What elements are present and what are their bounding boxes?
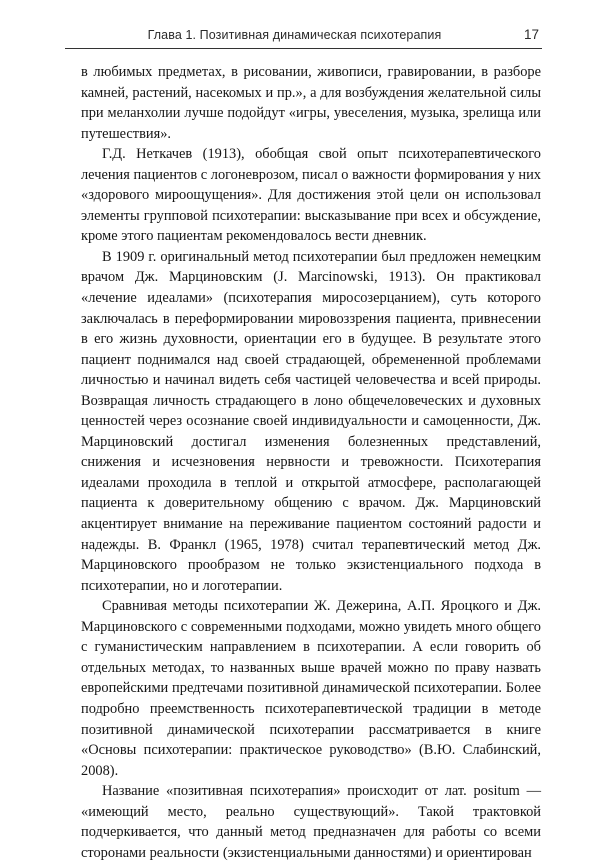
running-head [65, 20, 541, 42]
paragraph-continued: в любимых предметах, в рисовании, живописи, гравировании, в разборе камней, растений, насекомых и пр.», а для возбуждения желательной силы при меланхолии лучше подойдут «игры, увеселения, музыка, зрелища или путешествия». [81, 64, 541, 142]
paragraph-positum: Название «позитивная психотерапия» происходит от лат. positum — «имеющий место, реально существующий». Такой трактовкой подчеркивается, что данный метод предназначен для работы со всеми сторонами реальности (экзистенциальными данностями) и ориентирован [81, 783, 541, 861]
chapter-title: Глава 1. Позитивная динамическая психотерапия [147, 28, 442, 42]
paragraph-comparison: Сравнивая методы психотерапии Ж. Дежерина, А.П. Яроцкого и Дж. Марциновского с современными подходами, можно увидеть много общего с гуманистическим направлением в психотерапии. А если говорить об отдельных методах, то названных выше врачей можно по праву назвать европейскими предтечами позитивной динамической психотерапии. Более подробно преемственность психотерапевтической традиции в методе позитивной динамической психотерапии рассматривается в книге «Основы психотерапии: практическое руководство» (В.Ю. Слабинский, 2008). [81, 598, 541, 779]
body-text [81, 62, 541, 863]
paragraph-netkachev: Г.Д. Неткачев (1913), обобщая свой опыт психотерапевтического лечения пациентов с логоневрозом, писал о важности формирования у них «здорового мироощущения». Для достижения этой цели он использовал элементы групповой психотерапии: высказывание при всех и обсуждение, кроме этого пациентам рекомендовалось вести дневник. [81, 146, 541, 245]
page-number: 17 [523, 27, 539, 42]
header-rule [65, 48, 542, 49]
paragraph-marcinowski: В 1909 г. оригинальный метод психотерапии был предложен немецким врачом Дж. Марциновским (J. Marcinowski, 1913). Он практиковал «лечение идеалами» (психотерапия миросозерцанием), суть которого заключалась в переформировании мировоззрения пациента, привнесении в его жизнь духовности, ориентации его в будущее. В результате этого пациент поднимался над своей страдающей, обремененной проблемами личностью и начинал видеть себя частицей человечества и всей природы. Возвращая личность страдающего в лоно общечеловеческих и духовных ценностей через осознание своей индивидуальности и самоценности, Дж. Марциновский достигал изменения болезненных представлений, снижения и исчезновения нервности и тревожности. Психотерапия идеалами проходила в теплой и открытой атмосфере, располагающей пациента к доверительному общению с врачом. Дж. Марциновский акцентирует внимание на переживание пациентом состояний радости и надежды. В. Франкл (1965, 1978) считал терапевтический метод Дж. Марциновского прообразом не только экзистенциального подхода в психотерапии, но и логотерапии. [81, 248, 541, 594]
